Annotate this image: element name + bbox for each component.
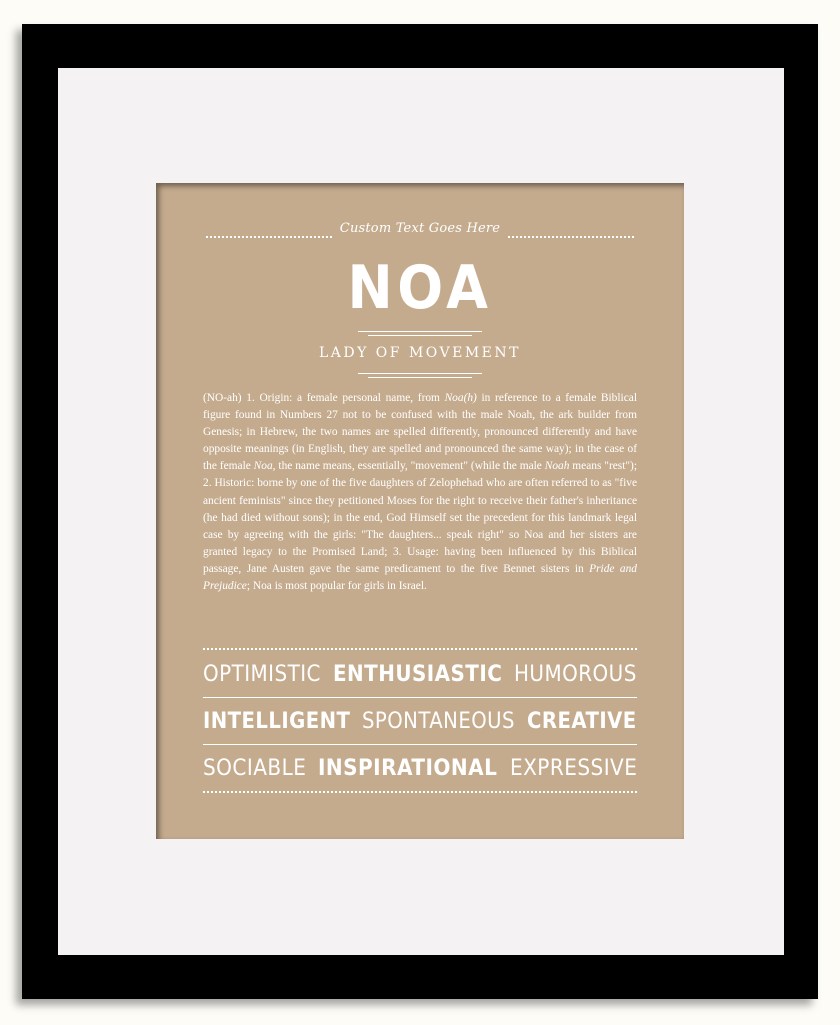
term-book-title: Pride and Prejudice — [203, 562, 637, 593]
trait-word: SPONTANEOUS — [362, 708, 516, 734]
trait-word: INSPIRATIONAL — [318, 755, 498, 781]
trait-row-3 — [203, 748, 637, 788]
name-meaning: LADY OF MOVEMENT — [318, 345, 521, 361]
trait-row-1 — [203, 654, 637, 694]
term-noah-variant: Noa(h) — [444, 392, 477, 404]
trait-row-2 — [203, 701, 637, 741]
trait-divider-2 — [203, 744, 637, 745]
trait-divider-1 — [203, 697, 637, 698]
trait-word: INTELLIGENT — [203, 708, 351, 734]
frame-mat — [58, 68, 784, 955]
trait-word: ENTHUSIASTIC — [332, 661, 503, 687]
trait-word: OPTIMISTIC — [203, 661, 321, 687]
rule-bottom-1 — [358, 373, 482, 374]
trait-word: SOCIABLE — [203, 755, 307, 781]
picture-frame — [22, 24, 818, 999]
trait-word: HUMOROUS — [514, 661, 637, 687]
name-definition: (NO-ah) 1. Origin: a female personal name, from Noa(h) in reference to a female Biblical figure found in Numbers 27 not to be confused with the male Noah, the ark builder from Genesis; in Hebrew, the two names are spelled differently, pronounced differently and have opposite meanings (in English, they are spelled and pronounced the same way); in the case of the female Noa, the name means, essentially, "movement" (while the male Noah means "rest"); 2. Historic: borne by one of the five daughters of Zelophehad who are often referred to as "five ancient feminists" since they petitioned Moses for the right to receive their father's inheritance (he had died without sons); in the end, God Himself set the precedent for this landmark legal case by agreeing with the girls: "The daughters... speak right" so Noa and her sisters are granted legacy to the Promised Land; 3. Usage: having been influenced by this Biblical passage, Jane Austen gave the same predicament to the five Bennet sisters in Pride and Prejudice; Noa is most popular for girls in Israel. — [203, 392, 637, 593]
dotted-rule-traits-top — [203, 648, 637, 650]
name-title: NOA — [347, 253, 493, 323]
rule-top-2 — [368, 335, 472, 336]
term-noa: Noa — [253, 460, 273, 473]
term-noah: Noah — [544, 460, 570, 473]
dotted-rule-right — [508, 236, 634, 238]
rule-bottom-2 — [368, 377, 472, 378]
dotted-rule-traits-bottom — [203, 791, 637, 793]
trait-word: CREATIVE — [527, 708, 638, 734]
name-print — [156, 183, 684, 839]
trait-word: EXPRESSIVE — [509, 755, 637, 781]
dotted-rule-left — [206, 236, 332, 238]
custom-text: Custom Text Goes Here — [339, 221, 501, 236]
rule-top-1 — [358, 331, 482, 332]
